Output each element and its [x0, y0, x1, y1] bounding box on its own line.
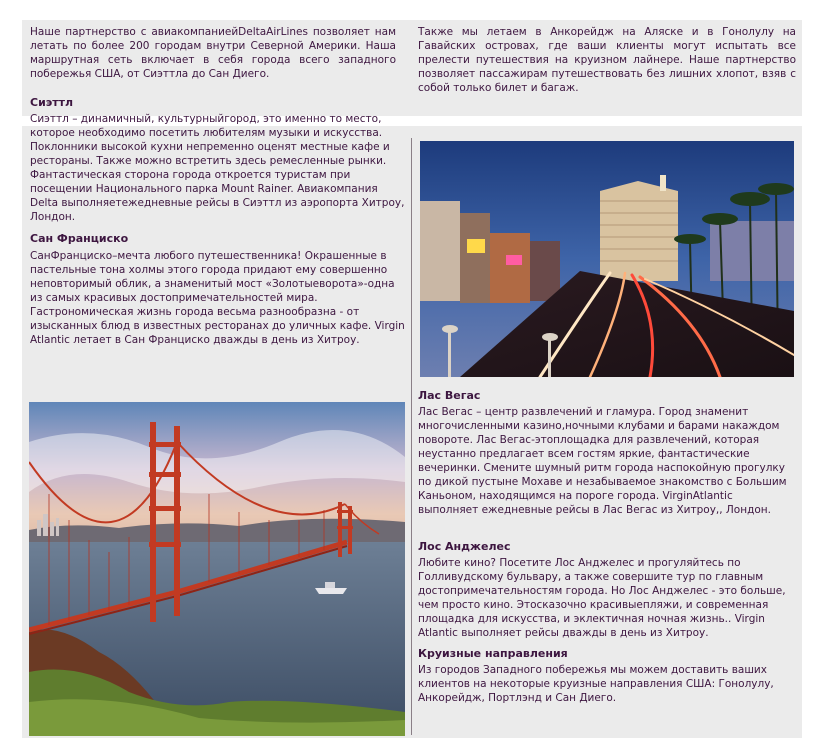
golden-gate-bridge-photo [29, 402, 405, 736]
intro-right-paragraph: Также мы летаем в Анкорейдж на Аляске и в Гонолулу на Гавайских островах, где ваши клиенты могут испытать все прелести путешествия на круизном лайнере. Наше партнерство позволяет пассажирам путешествовать без лишних хлопот, взяв с собой только билет и багаж. [418, 26, 796, 94]
san-francisco-text: СанФранциско–мечта любого путешественника! Окрашенные в пастельные тона холмы этого города придают ему совершенно неповторимый облик, а знаменитый мост «Золотыеворота»-одна из самых красивых достопримечательностей мира. Гастрономическая жизнь города весьма разнообразна - от изысканных блюд в известных ресторанах до уличных кафе. Virgin Atlantic летает в Сан Франциско дважды в день из Хитроу. [30, 250, 405, 346]
cruises-heading: Круизные направления [418, 647, 568, 660]
los-angeles-heading: Лос Анджелес [418, 540, 511, 553]
las-vegas-heading: Лас Вегас [418, 389, 481, 402]
column-divider [411, 138, 412, 735]
los-angeles-text: Любите кино? Посетите Лос Анджелес и прогуляйтесь по Голливудскому бульвару, а также совершите тур по главным достопримечательностям города. Но Лос Анджелес - это больше, чем просто кино. Этосказочно красивыепляжи, и современная площадка для искусства, и эклектичная ночная жизнь.. Virgin Atlantic выполняет рейсы дважды в день из Хитроу. [418, 557, 786, 639]
las-vegas-text: Лас Вегас – центр развлечений и гламура. Город знаменит многочисленными казино,ночными клубами и барами накаждом повороте. Лас Вегас-этоплощадка для развлечений, которая неустанно предлагает всем гостям яркие, фантастические вечеринки. Смените шумный ритм города наспокойную прогулку по дикой пустыне Мохаве и незабываемое знакомство с Большим Каньоном, находящимся на пороге города. VirginAtlantic выполняет ежедневные рейсы в Лас Вегас из Хитроу,, Лондон. [418, 406, 787, 516]
seattle-heading: Сиэттл [30, 96, 74, 109]
cruises-text: Из городов Западного побережья мы можем доставить ваших клиентов на некоторые круизные направления США: Гонолулу, Анкорейдж, Портлэнд и Сан Диего. [418, 664, 774, 704]
las-vegas-night-photo [420, 141, 794, 377]
san-francisco-heading: Сан Франциско [30, 232, 129, 245]
intro-left-paragraph: Наше партнерство с авиакомпаниейDeltaAirLines позволяет нам летать по более 200 городам внутри Северной Америки. Наша маршрутная сеть включает в себя города всего западного побережья США, от Сиэттла до Сан Диего. [30, 26, 396, 80]
seattle-text: Сиэттл – динамичный, культурныйгород, это именно то место, которое необходимо посетить любителям музыки и искусства. Поклонники высокой кухни непременно оценят местные кафе и рестораны. Также можно встретить здесь ремесленные рынки. Фантастическая сторона города откроется туристам при посещении Национального парка Mount Rainer. Авиакомпания Delta выполняетежедневные рейсы в Сиэттл из аэропорта Хитроу, Лондон. [30, 113, 405, 223]
